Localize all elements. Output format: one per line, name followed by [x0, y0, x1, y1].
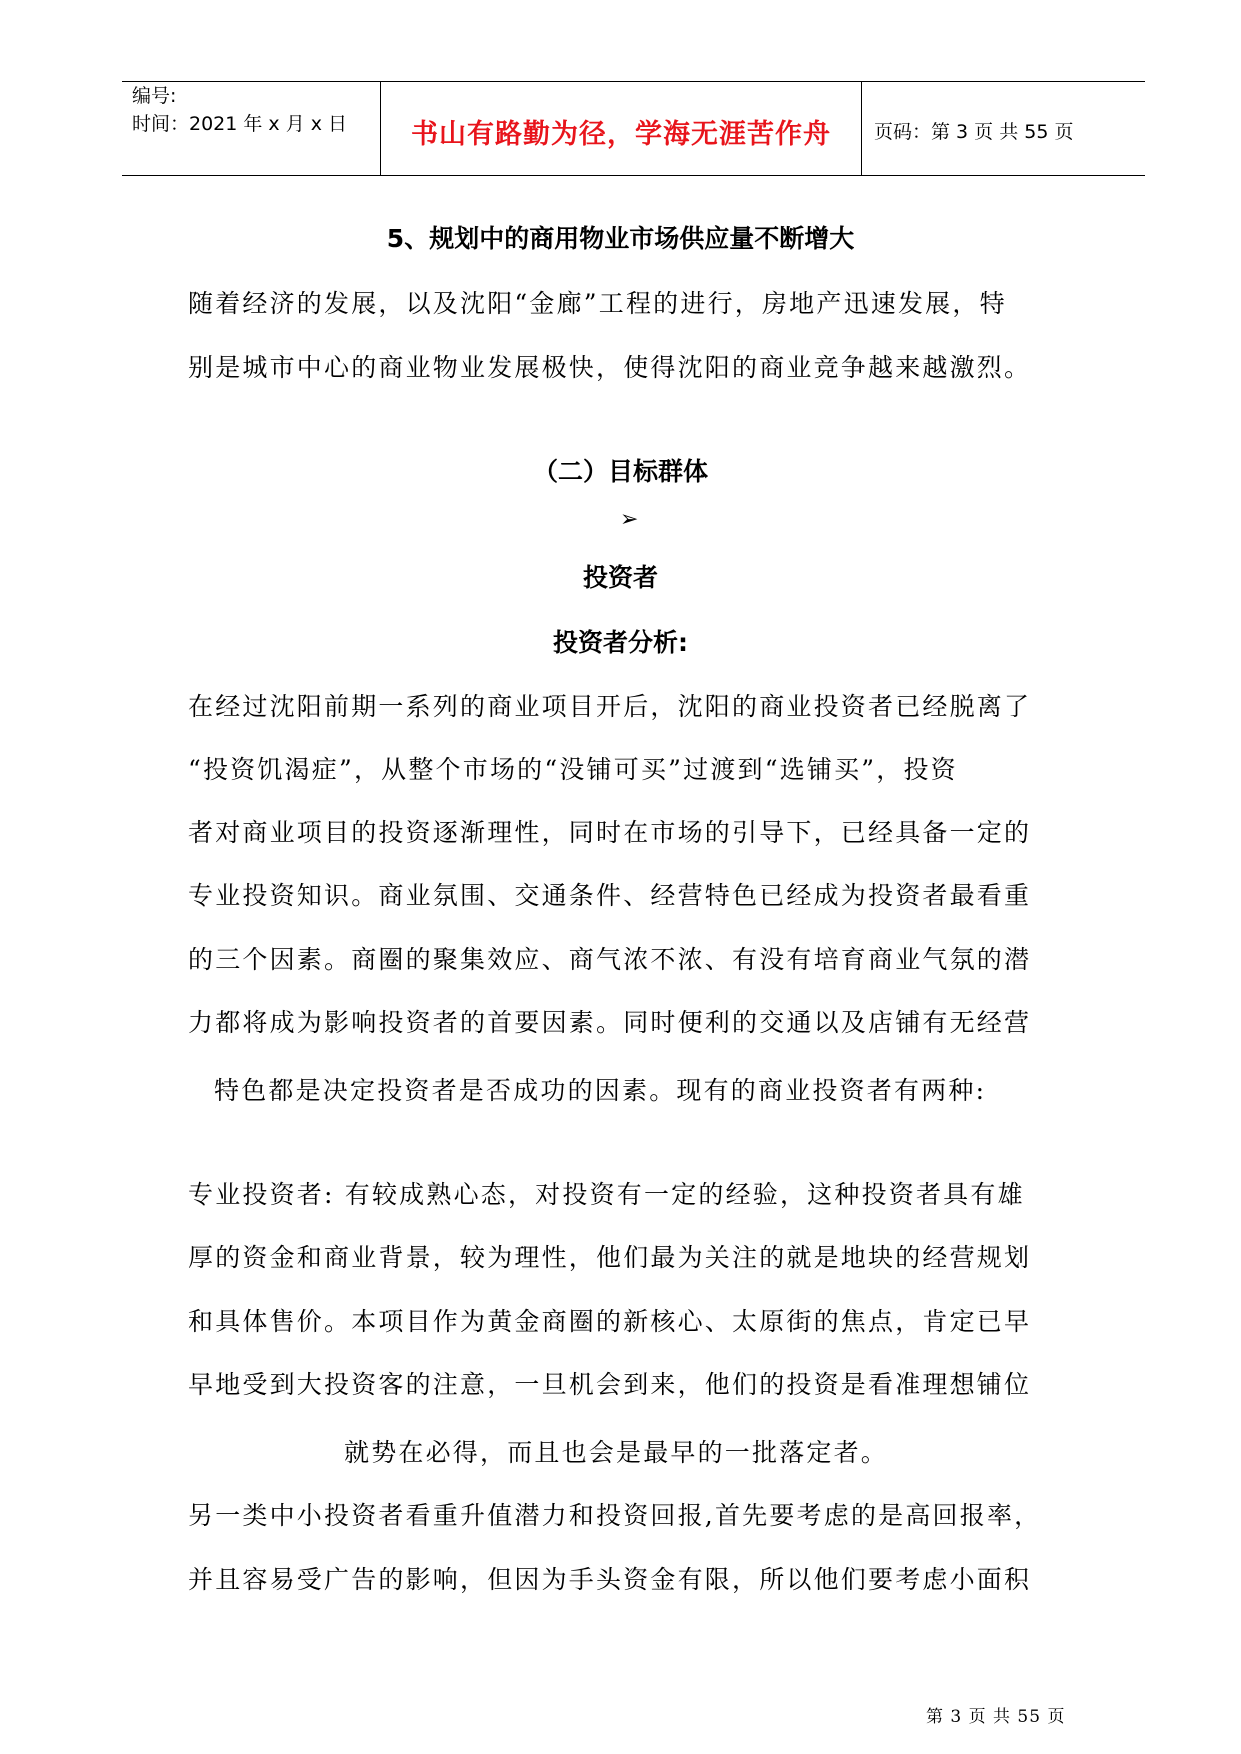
- document-number-label: 编号:: [132, 85, 177, 107]
- target-group-heading: （二）目标群体: [532, 457, 708, 486]
- investor-subheading: 投资者: [582, 563, 658, 592]
- header-motto: 书山有路勤为径，学海无涯苦作舟: [411, 119, 831, 150]
- paragraph-line: 的三个因素。商圈的聚集效应、商气浓不浓、有没有培育商业气氛的潜: [188, 945, 1032, 974]
- section-heading: 5、规划中的商用物业市场供应量不断增大: [386, 224, 855, 253]
- paragraph-line: 在经过沈阳前期一系列的商业项目开后，沈阳的商业投资者已经脱离了: [188, 692, 1032, 721]
- paragraph-line: 并且容易受广告的影响，但因为手头资金有限，所以他们要考虑小面积: [188, 1565, 1032, 1594]
- paragraph-line: 厚的资金和商业背景，较为理性，他们最为关注的就是地块的经营规划: [188, 1243, 1032, 1272]
- paragraph-line: 和具体售价。本项目作为黄金商圈的新核心、太原街的焦点，肯定已早: [188, 1307, 1032, 1336]
- header-page-cell: [862, 82, 1145, 175]
- paragraph-line: 随着经济的发展，以及沈阳“金廊”工程的进行，房地产迅速发展，特: [188, 289, 1007, 318]
- paragraph-line: 专业投资知识。商业氛围、交通条件、经营特色已经成为投资者最看重: [188, 881, 1032, 910]
- arrow-bullet-icon: ➢: [620, 507, 639, 532]
- header-motto-cell: [380, 82, 862, 175]
- investor-analysis-heading: 投资者分析:: [553, 628, 688, 657]
- header-meta-cell: [122, 82, 380, 175]
- paragraph-line: 另一类中小投资者看重升值潜力和投资回报,首先要考虑的是高回报率，: [188, 1501, 1042, 1530]
- paragraph-line: “投资饥渴症”，从整个市场的“没铺可买”过渡到“选铺买”，投资: [188, 755, 958, 784]
- paragraph-line: 者对商业项目的投资逐渐理性，同时在市场的引导下，已经具备一定的: [188, 818, 1032, 847]
- header-page-info: 页码：第 3 页 共 55 页: [874, 121, 1074, 143]
- paragraph-line: 别是城市中心的商业物业发展极快，使得沈阳的商业竞争越来越激烈。: [188, 353, 1032, 382]
- document-time-label: 时间：2021 年 x 月 x 日: [132, 113, 348, 135]
- paragraph-line: 特色都是决定投资者是否成功的因素。现有的商业投资者有两种:: [214, 1076, 987, 1105]
- paragraph-line: 力都将成为影响投资者的首要因素。同时便利的交通以及店铺有无经营: [188, 1008, 1032, 1037]
- paragraph-line: 早地受到大投资客的注意，一旦机会到来，他们的投资是看准理想铺位: [188, 1370, 1032, 1399]
- page-footer: 第 3 页 共 55 页: [926, 1707, 1066, 1727]
- document-header: [122, 81, 1145, 176]
- paragraph-line: 就势在必得，而且也会是最早的一批落定者。: [344, 1438, 889, 1467]
- paragraph-line: 专业投资者: 有较成熟心态，对投资有一定的经验，这种投资者具有雄: [188, 1180, 1025, 1209]
